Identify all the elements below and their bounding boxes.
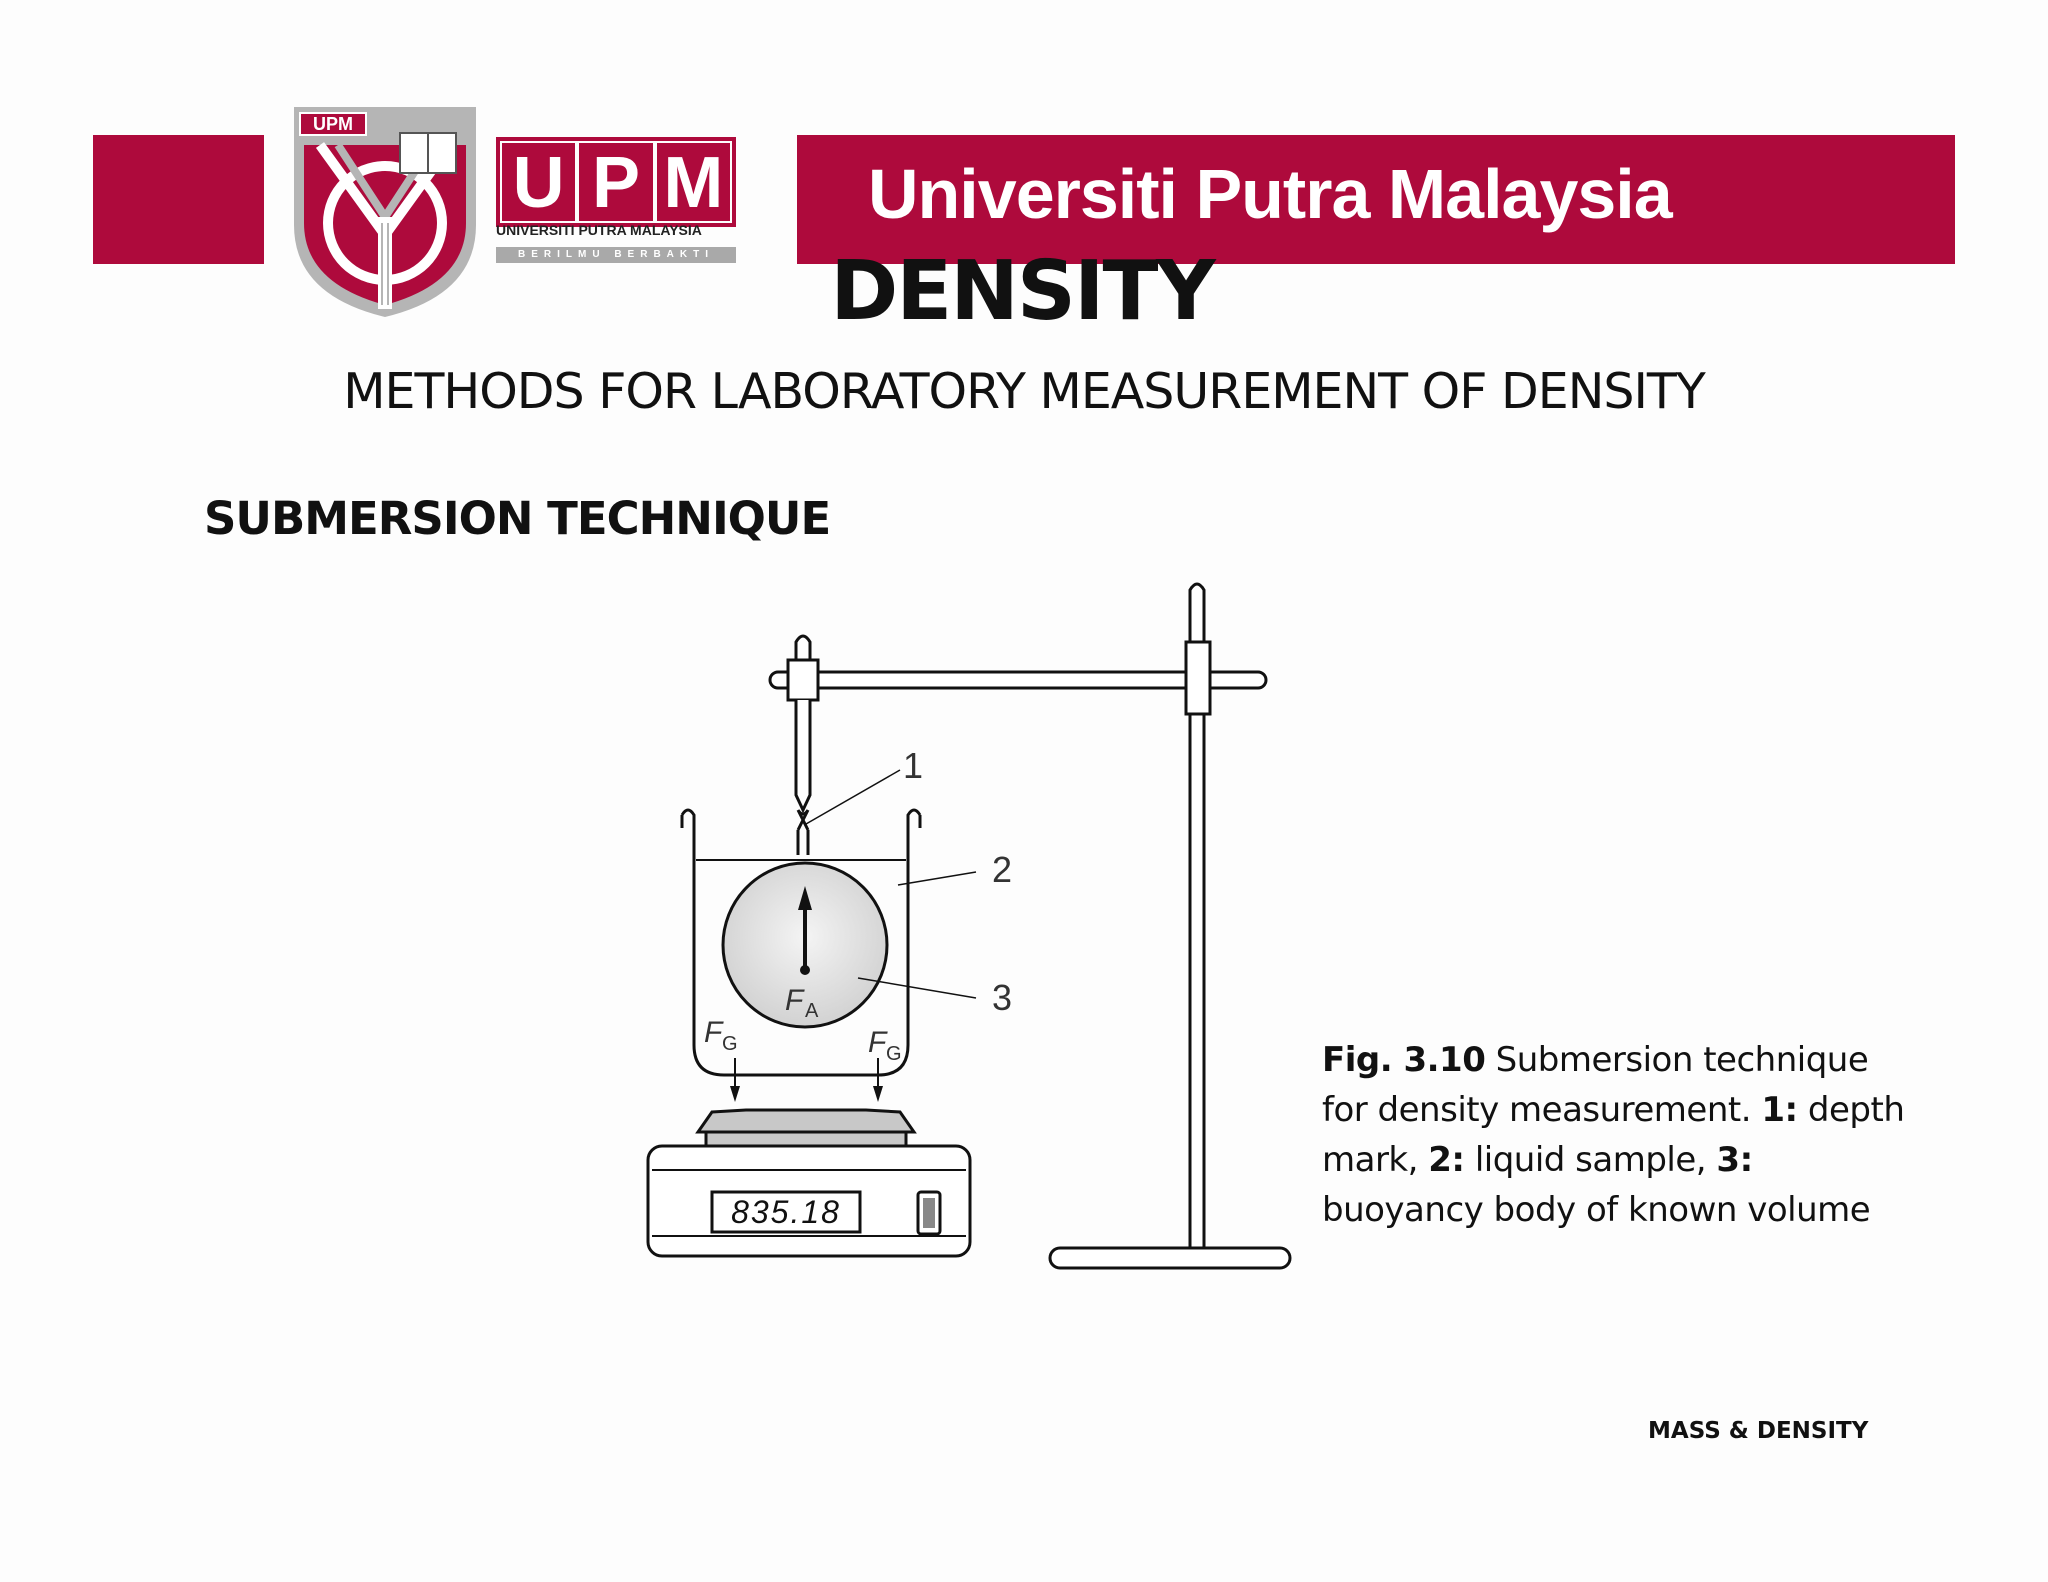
balance-pan [698,1110,914,1132]
stand-foot [1050,1248,1290,1268]
balance-readout: 835.18 [731,1194,841,1230]
wordmark-letter: U [502,143,575,221]
caption-key: 1: [1761,1090,1798,1130]
caption-text: depth mark, [1322,1090,1905,1180]
caption-key: 2: [1428,1140,1465,1180]
wordmark-letter: P [579,143,652,221]
fa-subscript: A [805,1000,819,1022]
shield-tag: UPM [313,114,353,134]
figure-caption [1322,1035,1922,1235]
logo-university-name: UNIVERSITI PUTRA MALAYSIA [496,222,702,238]
stand-clamp [1186,642,1210,714]
fg-symbol-left: F [704,1016,723,1049]
holder-clamp [788,660,818,700]
section-title: SUBMERSION TECHNIQUE [204,492,831,545]
page-subtitle: METHODS FOR LABORATORY MEASUREMENT OF DENSITY [343,363,1705,420]
caption-text: liquid sample, [1464,1140,1717,1180]
caption-text: Submersion technique for density measurement. [1322,1040,1869,1130]
apparatus-drawing [620,580,1320,1280]
university-banner-title: Universiti Putra Malaysia [868,155,1672,233]
label-1: 1 [903,745,924,786]
caption-text: buoyancy body of known volume [1322,1190,1871,1230]
fa-symbol: F [785,984,804,1017]
logo-motto: BERILMU BERBAKTI [496,247,736,263]
caption-key: 3: [1716,1140,1753,1180]
upm-wordmark [496,137,736,227]
wordmark-letter: M [657,143,730,221]
label-3: 3 [992,977,1013,1018]
fg-symbol-right: F [868,1026,887,1059]
caption-fig-number: Fig. 3.10 [1322,1040,1486,1080]
hanging-rod [796,700,810,810]
label-2: 2 [992,849,1013,890]
page-title: DENSITY [830,244,1214,339]
footer-label: MASS & DENSITY [1648,1418,1869,1444]
fg-subscript-right: G [886,1043,902,1065]
fg-subscript-left: G [722,1033,738,1055]
